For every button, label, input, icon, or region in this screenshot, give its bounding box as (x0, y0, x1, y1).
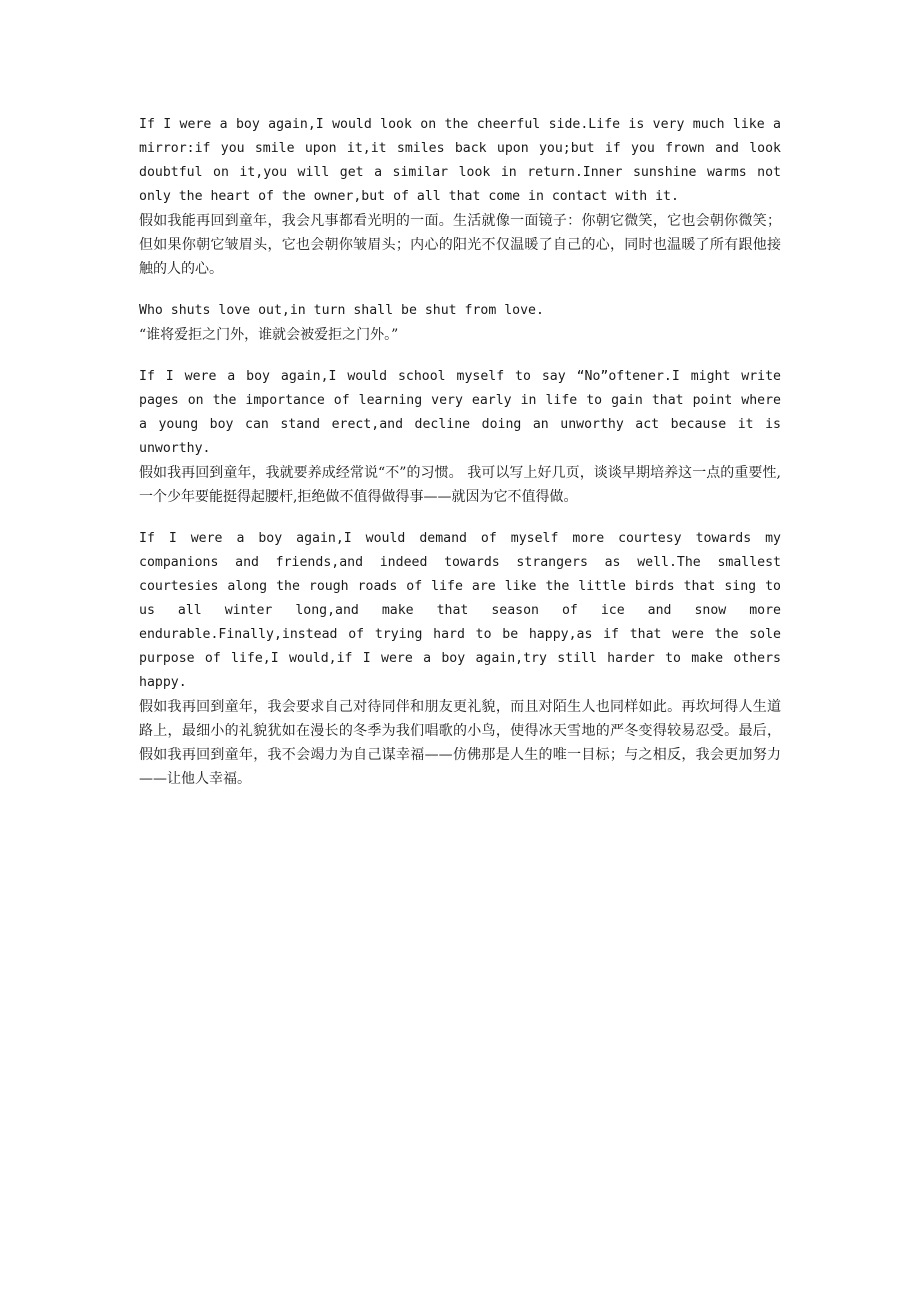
paragraph-3 (139, 365, 781, 509)
paragraph-4 (139, 527, 781, 791)
paragraph-3-chinese: 假如我再回到童年，我就要养成经常说“不”的习惯。 我可以写上好几页，谈谈早期培养这一点的重要性,一个少年要能挺得起腰杆,拒绝做不值得做得事——就因为它不值得做。 (139, 465, 781, 505)
document-body (139, 113, 781, 809)
paragraph-4-english: If I were a boy again,I would demand of myself more courtesy towards my companions and friends,and indeed towards strangers as well.The smallest courtesies along the rough roads of life are like the little birds that sing to us all winter long,and make that season of ice and snow more endurable.Finally,instead of trying hard to be happy,as if that were the sole purpose of life,I would,if I were a boy again,try still harder to make others happy. (139, 531, 781, 690)
paragraph-3-english: If I were a boy again,I would school myself to say “No”oftener.I might write pages on the importance of learning very early in life to gain that point where a young boy can stand erect,and decline doing an unworthy act because it is unworthy. (139, 369, 781, 456)
paragraph-1 (139, 113, 781, 281)
paragraph-2-english: Who shuts love out,in turn shall be shut from love. (139, 303, 544, 318)
paragraph-2 (139, 299, 781, 347)
paragraph-1-english: If I were a boy again,I would look on the cheerful side.Life is very much like a mirror:if you smile upon it,it smiles back upon you;but if you frown and look doubtful on it,you will get a similar look in return.Inner sunshine warms not only the heart of the owner,but of all that come in contact with it. (139, 117, 781, 204)
paragraph-4-chinese: 假如我再回到童年，我会要求自己对待同伴和朋友更礼貌，而且对陌生人也同样如此。再坎坷得人生道路上，最细小的礼貌犹如在漫长的冬季为我们唱歌的小鸟，使得冰天雪地的严冬变得较易忍受。最后，假如我再回到童年，我不会竭力为自己谋幸福——仿佛那是人生的唯一目标；与之相反，我会更加努力——让他人幸福。 (139, 699, 781, 787)
paragraph-2-chinese: “谁将爱拒之门外，谁就会被爱拒之门外。” (139, 327, 399, 343)
paragraph-1-chinese: 假如我能再回到童年，我会凡事都看光明的一面。生活就像一面镜子：你朝它微笑，它也会朝你微笑；但如果你朝它皱眉头，它也会朝你皱眉头；内心的阳光不仅温暖了自己的心，同时也温暖了所有跟他接触的人的心。 (139, 213, 781, 277)
